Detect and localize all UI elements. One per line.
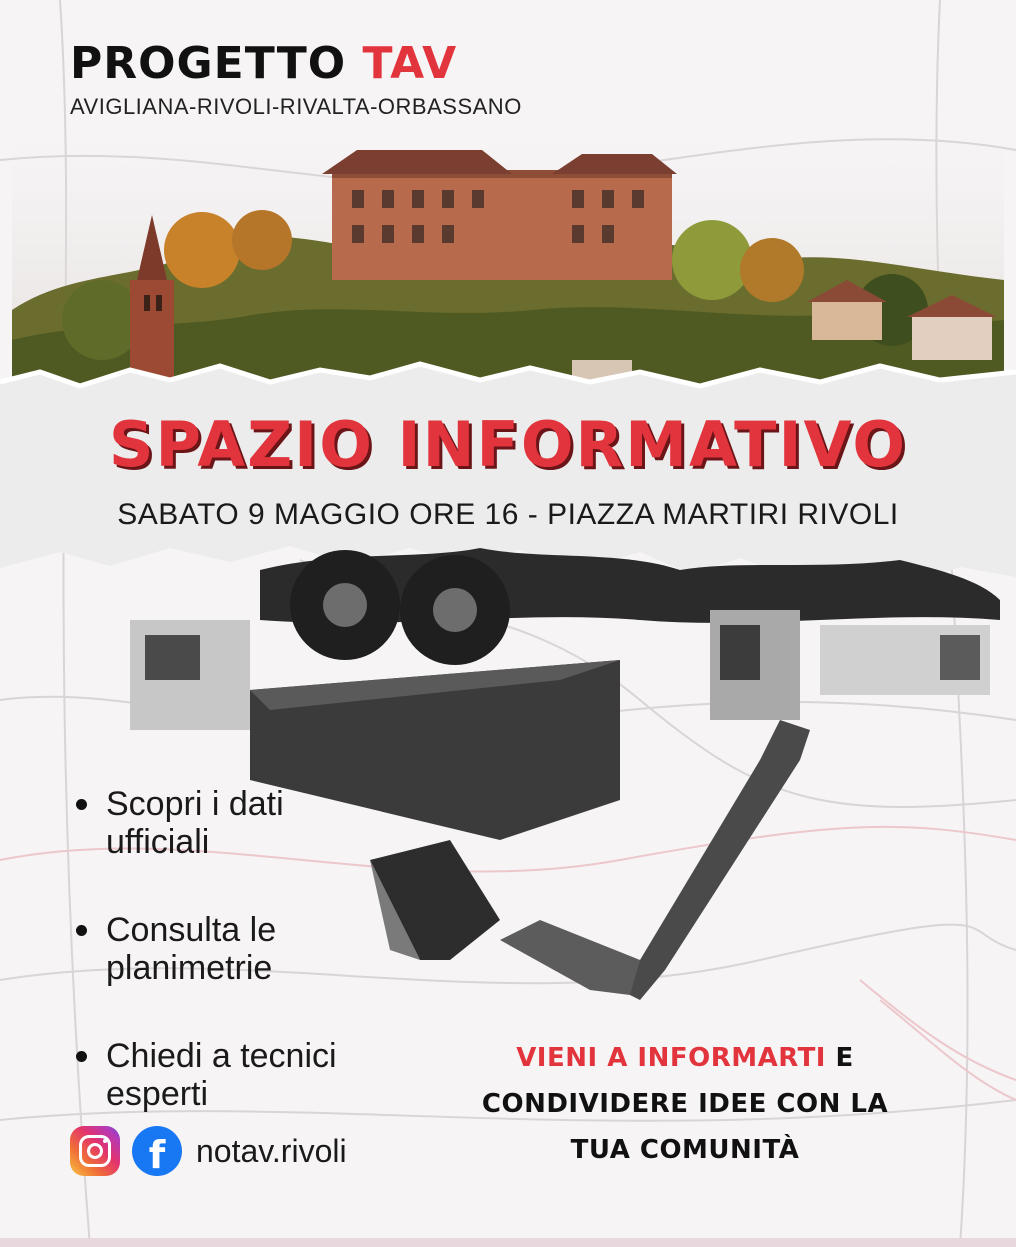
castle-scene-image bbox=[12, 130, 1004, 390]
poster-title bbox=[70, 40, 522, 88]
cta-highlight: VIENI A INFORMARTI bbox=[516, 1043, 826, 1073]
list-item-line2: esperti bbox=[106, 1075, 209, 1113]
facebook-icon[interactable]: f bbox=[132, 1126, 182, 1176]
cta-line-2: CONDIVIDERE IDEE CON LA bbox=[481, 1089, 889, 1119]
instagram-flash bbox=[103, 1139, 107, 1143]
cta-line-1 bbox=[420, 1035, 950, 1081]
list-item bbox=[70, 1037, 450, 1113]
title-accent: TAV bbox=[362, 38, 458, 89]
list-item-line2: planimetrie bbox=[106, 949, 273, 987]
event-dateline: SABATO 9 MAGGIO ORE 16 - PIAZZA MARTIRI RIVOLI bbox=[117, 498, 899, 531]
list-item bbox=[70, 911, 450, 987]
bottom-border bbox=[0, 1238, 1016, 1247]
cta-line-3: TUA COMUNITÀ bbox=[570, 1135, 800, 1165]
bullet-dot bbox=[76, 799, 87, 810]
call-to-action bbox=[420, 1035, 950, 1173]
list-item-line2: ufficiali bbox=[106, 823, 210, 861]
list-item-line1: Scopri i dati bbox=[106, 785, 284, 823]
poster-subtitle: AVIGLIANA-RIVOLI-RIVALTA-ORBASSANO bbox=[70, 94, 522, 119]
instagram-icon[interactable] bbox=[70, 1126, 120, 1176]
list-item bbox=[70, 785, 450, 861]
social-handle[interactable]: notav.rivoli bbox=[196, 1132, 347, 1169]
bullet-dot bbox=[76, 925, 87, 936]
list-item-line1: Chiedi a tecnici bbox=[106, 1037, 337, 1075]
feature-list bbox=[70, 785, 450, 1163]
social-links bbox=[70, 1126, 347, 1176]
headline: SPAZIO INFORMATIVO bbox=[108, 408, 908, 481]
header bbox=[70, 40, 522, 120]
cta-line-1-rest: E bbox=[835, 1043, 854, 1073]
list-item-line1: Consulta le bbox=[106, 911, 277, 949]
bullet-dot bbox=[76, 1051, 87, 1062]
instagram-lens bbox=[87, 1143, 103, 1159]
title-main: PROGETTO bbox=[70, 38, 347, 89]
